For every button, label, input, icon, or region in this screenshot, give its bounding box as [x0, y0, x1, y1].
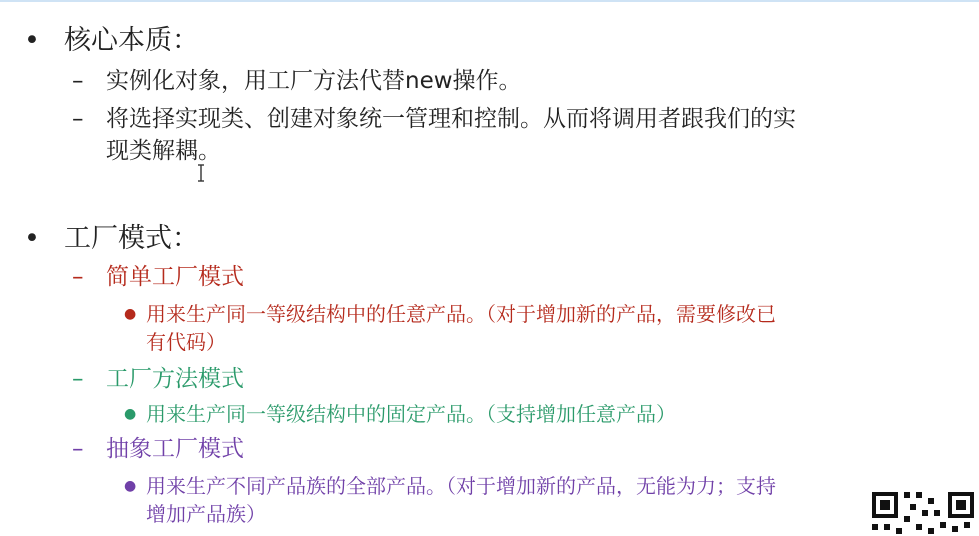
pattern-desc-line2: 有代码）: [146, 330, 226, 354]
pattern-name: 抽象工厂模式: [106, 436, 244, 462]
text-cursor-icon: [196, 163, 206, 183]
core-item-text-line1: 将选择实现类、创建对象统一管理和控制。从而将调用者跟我们的实: [106, 106, 796, 132]
qr-code-icon[interactable]: [868, 486, 979, 536]
dash-icon: –: [72, 106, 84, 132]
dot-icon: ●: [124, 406, 137, 422]
dot-icon: ●: [124, 306, 137, 322]
pattern-desc-line2: 增加产品族）: [146, 502, 266, 526]
pattern-name: 工厂方法模式: [106, 366, 244, 392]
pattern-desc-line1: 用来生产同一等级结构中的固定产品。（支持增加任意产品）: [146, 402, 676, 426]
dash-icon: –: [72, 68, 84, 94]
dash-icon: –: [72, 436, 84, 462]
pattern-desc-line1: 用来生产不同产品族的全部产品。（对于增加新的产品，无能为力；支持: [146, 474, 776, 498]
dot-icon: ●: [124, 478, 137, 494]
core-item-text-line2: 现类解耦。: [106, 138, 221, 164]
bullet-icon: •: [24, 25, 40, 56]
section-heading: 核心本质：: [64, 25, 199, 56]
pattern-desc-line1: 用来生产同一等级结构中的任意产品。（对于增加新的产品，需要修改已: [146, 302, 776, 326]
section-heading: 工厂模式：: [64, 223, 199, 254]
core-item-text: 实例化对象，用工厂方法代替new操作。: [106, 68, 522, 94]
dash-icon: –: [72, 366, 84, 392]
dash-icon: –: [72, 264, 84, 290]
pattern-name: 简单工厂模式: [106, 264, 244, 290]
bullet-icon: •: [24, 223, 40, 254]
